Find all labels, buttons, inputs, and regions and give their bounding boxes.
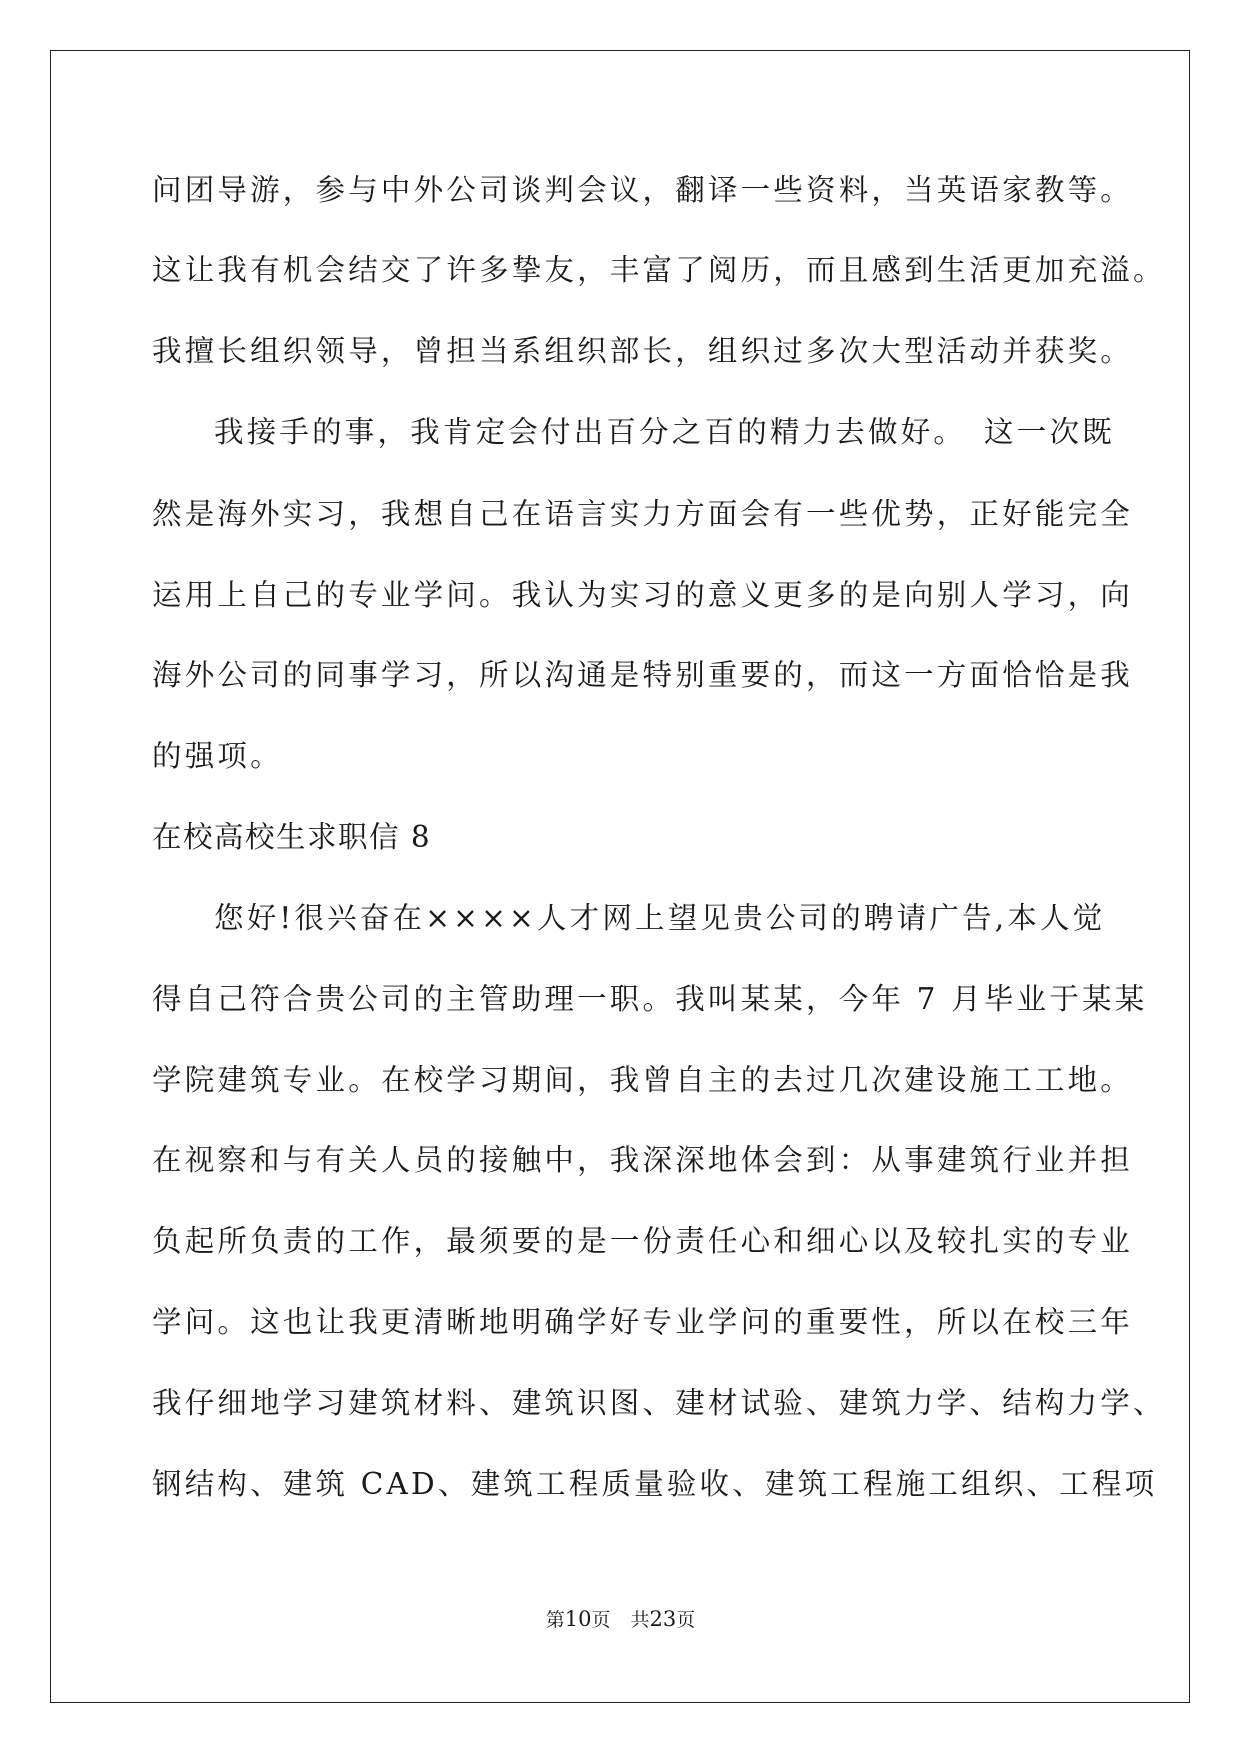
body-line-8: 的强项。 <box>152 739 283 773</box>
body-line-12: 学院建筑专业。在校学习期间，我曾自主的去过几次建设施工工地。 <box>152 1063 1134 1097</box>
section-heading: 在校高校生求职信 8 <box>152 820 432 854</box>
body-line-11: 得自己符合贵公司的主管助理一职。我叫某某，今年 7 月毕业于某某 <box>152 982 1148 1016</box>
page-border <box>50 50 1190 1703</box>
body-line-16: 我仔细地学习建筑材料、建筑识图、建材试验、建筑力学、结构力学、 <box>152 1386 1166 1420</box>
body-line-3: 我擅长组织领导，曾担当系组织部长，组织过多次大型活动并获奖。 <box>152 334 1134 368</box>
footer-page-prefix: 第 <box>545 1609 565 1631</box>
body-line-15: 学问。这也让我更清晰地明确学好专业学问的重要性，所以在校三年 <box>152 1305 1134 1339</box>
body-line-17: 钢结构、建筑 CAD、建筑工程质量验收、建筑工程施工组织、工程项 <box>152 1467 1158 1501</box>
footer-total-suffix: 页 <box>676 1609 696 1631</box>
body-line-14: 负起所负责的工作，最须要的是一份责任心和细心以及较扎实的专业 <box>152 1224 1134 1258</box>
body-line-7: 海外公司的同事学习，所以沟通是特别重要的，而这一方面恰恰是我 <box>152 658 1134 692</box>
body-line-13: 在视察和与有关人员的接触中，我深深地体会到：从事建筑行业并担 <box>152 1143 1134 1177</box>
body-line-6: 运用上自己的专业学问。我认为实习的意义更多的是向别人学习，向 <box>152 578 1134 612</box>
body-line-2: 这让我有机会结交了许多挚友，丰富了阅历，而且感到生活更加充溢。 <box>152 253 1166 287</box>
footer-total-prefix: 共 <box>630 1609 650 1631</box>
footer-total-pages: 23 <box>649 1607 677 1631</box>
body-line-1: 问团导游，参与中外公司谈判会议，翻译一些资料，当英语家教等。 <box>152 173 1134 207</box>
body-line-4: 我接手的事，我肯定会付出百分之百的精力去做好。 这一次既 <box>214 415 1115 449</box>
body-line-10: 您好!很兴奋在××××人才网上望见贵公司的聘请广告,本人觉 <box>214 901 1106 935</box>
footer-page-number: 10 <box>564 1607 592 1631</box>
page-footer <box>0 1609 1241 1630</box>
footer-page-suffix: 页 <box>591 1609 611 1631</box>
body-line-5: 然是海外实习，我想自己在语言实力方面会有一些优势，正好能完全 <box>152 497 1134 531</box>
